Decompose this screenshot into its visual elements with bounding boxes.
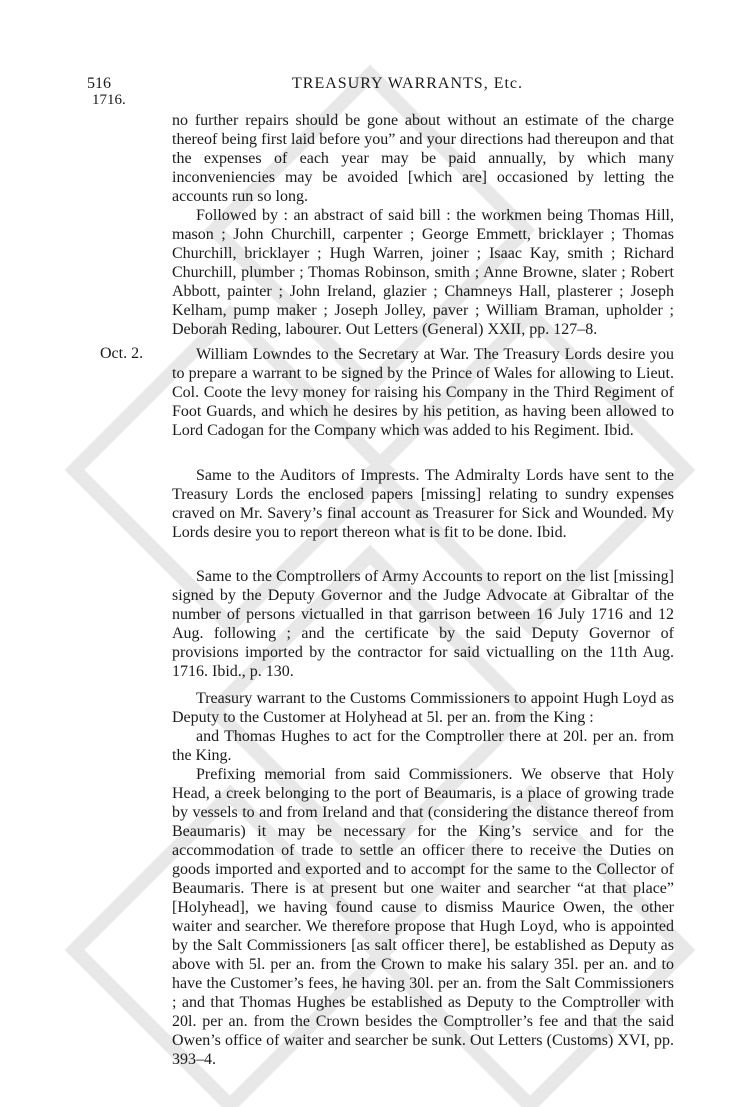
paragraph: William Lowndes to the Secretary at War. The Treasury Lords desire you to prepare a warrant to be signed by the Prince of Wales for allowing to Lieut. Col. Coote the levy money for raising his Company in the Third Regiment of Foot Guards, and which he desires by his petition, as having been allowed to Lord Cadogan for the Company which was added to his Regiment. Ibid. xyxy=(172,346,674,439)
margin-year: 1716. xyxy=(92,92,126,108)
paragraph: Treasury warrant to the Customs Commissioners to appoint Hugh Loyd as Deputy to the Customer at Holyhead at 5l. per an. from the King : xyxy=(172,690,674,726)
page-number: 516 xyxy=(87,75,111,92)
paragraph: Same to the Auditors of Imprests. The Admiralty Lords have sent to the Treasury Lords the enclosed papers [missing] relating to sundry expenses craved on Mr. Savery’s final account as Treasurer for Sick and Wounded. My Lords desire you to report thereon what is fit to be done. Ibid. xyxy=(172,467,674,541)
entry-continuation xyxy=(172,111,674,339)
entry-lowndes-secretary-at-war xyxy=(172,345,674,440)
entry-customs-warrant xyxy=(172,689,674,1069)
running-title: TREASURY WARRANTS, Etc. xyxy=(292,75,524,92)
entry-auditors-of-imprests xyxy=(172,466,674,542)
entry-comptrollers-army-accounts xyxy=(172,567,674,681)
paragraph: no further repairs should be gone about without an estimate of the charge thereof being first laid before you” and your directions had thereupon and that the expenses of each year may be paid annually, by which many inconveniencies may be avoided [which are] occasioned by letting the accounts run so long. xyxy=(172,112,674,205)
paragraph: Same to the Comptrollers of Army Accounts to report on the list [missing] signed by the Deputy Governor and the Judge Advocate at Gibraltar of the number of persons victualled in that garrison between 16 July 1716 and 12 Aug. following ; and the certificate by the said Deputy Governor of provisions imported by the contractor for said victualling on the 11th Aug. 1716. Ibid., p. 130. xyxy=(172,568,674,680)
entry-date: Oct. 2. xyxy=(100,345,144,362)
paragraph: Followed by : an abstract of said bill : the workmen being Thomas Hill, mason ; John Churchill, carpenter ; George Emmett, bricklayer ; Thomas Churchill, bricklayer ; Hugh Warren, joiner ; Isaac Kay, smith ; Richard Churchill, plumber ; Thomas Robinson, smith ; Anne Browne, slater ; Robert Abbott, painter ; John Ireland, glazier ; Chamneys Hall, plasterer ; Joseph Kelham, pump maker ; Joseph Jolley, paver ; William Braman, upholder ; Deborah Reding, labourer. Out Letters (General) XXII, pp. 127–8. xyxy=(172,207,674,338)
paragraph: and Thomas Hughes to act for the Comptroller there at 20l. per an. from the King. xyxy=(172,728,674,764)
paragraph: Prefixing memorial from said Commissioners. We observe that Holy Head, a creek belonging to the port of Beaumaris, is a place of growing trade by vessels to and from Ireland and that (considering the distance thereof from Beaumaris) it may be necessary for the King’s service and for the accommodation of trade to settle an officer there to receive the Duties on goods imported and exported and to accompt for the same to the Collector of Beaumaris. There is at present but one waiter and searcher “at that place” [Holyhead], we having found cause to dismiss Maurice Owen, the other waiter and searcher. We therefore propose that Hugh Loyd, who is appointed by the Salt Commissioners [as salt officer there], be established as Deputy as above with 5l. per an. from the Crown to make his salary 35l. per an. and to have the Customer’s fees, he having 30l. per an. from the Salt Commissioners ; and that Thomas Hughes be established as Deputy to the Comptroller with 20l. per an. from the Crown besides the Comptroller’s fee and that the said Owen’s office of waiter and searcher be sunk. Out Letters (Customs) XVI, pp. 393–4. xyxy=(172,766,674,1068)
